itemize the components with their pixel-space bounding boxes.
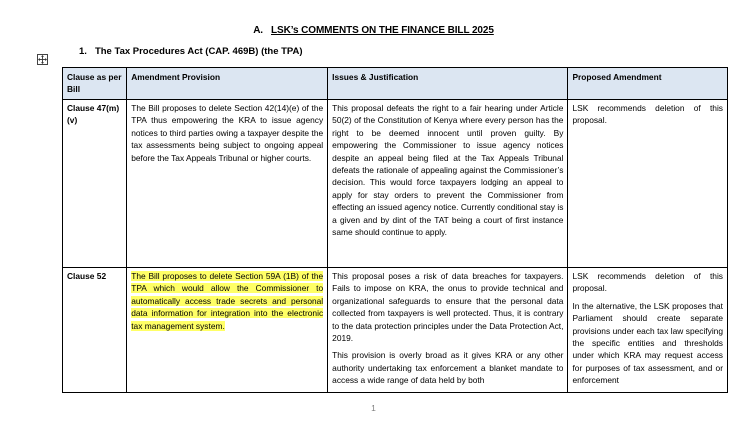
subsection-number: 1. bbox=[79, 46, 87, 57]
subsection-heading bbox=[79, 46, 303, 57]
issues-paragraph: This proposal defeats the right to a fair hearing under Article 50(2) of the Constitution of Kenya where every person has the right to be deemed innocent until proven guilty. By empowering the Commissioner to issue agency notices despite an appeal being filed at the Tax Appeals Tribunal defeats the rationale of appealing against the Commissioner’s decision. This would force taxpayers lodging an appeal to apply for stay orders to prevent the Commissioner from effecting an issued agency notice. Currently conditional stay is a given and by dint of the TAT being a court of first instance same should continue to apply. bbox=[332, 103, 564, 238]
header-issues-justification: Issues & Justification bbox=[328, 68, 568, 100]
clause-cell: Clause 47(m)(v) bbox=[63, 100, 127, 268]
proposed-paragraph: In the alternative, the LSK proposes that Parliament should create separate provisions under each tax law specifying the specific entities and thresholds under which KRA may request access for purposes of tax assessment, and or enforcement bbox=[572, 300, 723, 386]
proposed-cell bbox=[568, 100, 728, 268]
table-header-row bbox=[63, 68, 728, 100]
page-number: 1 bbox=[371, 403, 376, 413]
issues-cell bbox=[328, 100, 568, 268]
section-title: LSK’s COMMENTS ON THE FINANCE BILL 2025 bbox=[271, 25, 494, 36]
issues-paragraph: This provision is overly broad as it gives KRA or any other authority undertaking tax enforcement a blanket mandate to access a wide range of data held by both bbox=[332, 350, 564, 386]
table-row bbox=[63, 100, 728, 268]
comments-table bbox=[62, 67, 728, 393]
amendment-cell: The Bill proposes to delete Section 42(14)(e) of the TPA thus empowering the KRA to issue agency notices to third parties owing a taxpayer despite the tax assessments being subject to ongoing appeal before the Tax Appeals Tribunal or higher courts. bbox=[127, 100, 328, 268]
header-clause: Clause as per Bill bbox=[63, 68, 127, 100]
amendment-cell bbox=[127, 268, 328, 393]
proposed-cell bbox=[568, 268, 728, 393]
proposed-paragraph: LSK recommends deletion of this proposal. bbox=[572, 103, 723, 126]
clause-cell: Clause 52 bbox=[63, 268, 127, 393]
subsection-title: The Tax Procedures Act (CAP. 469B) (the TPA) bbox=[94, 46, 303, 57]
issues-paragraph: This proposal poses a risk of data breaches for taxpayers. Fails to impose on KRA, the onus to provide technical and organizational safeguards to ensure that the personal data collected from taxpayers is well protected. Thus, it is contrary to the data protection principles under the Data Protection Act, 2019. bbox=[332, 271, 564, 344]
issues-cell bbox=[328, 268, 568, 393]
section-letter: A. bbox=[253, 25, 263, 36]
header-amendment-provision: Amendment Provision bbox=[127, 68, 328, 100]
section-heading bbox=[0, 25, 747, 36]
highlighted-amendment-text: The Bill proposes to delete Section 59A (1B) of the TPA which would allow the Commissioner to automatically access trade secrets and personal data information for integration into the electronic tax management system. bbox=[131, 271, 324, 331]
table-move-handle-icon[interactable] bbox=[37, 54, 48, 65]
proposed-paragraph: LSK recommends deletion of this proposal. bbox=[572, 271, 723, 294]
table-row bbox=[63, 268, 728, 393]
header-proposed-amendment: Proposed Amendment bbox=[568, 68, 728, 100]
